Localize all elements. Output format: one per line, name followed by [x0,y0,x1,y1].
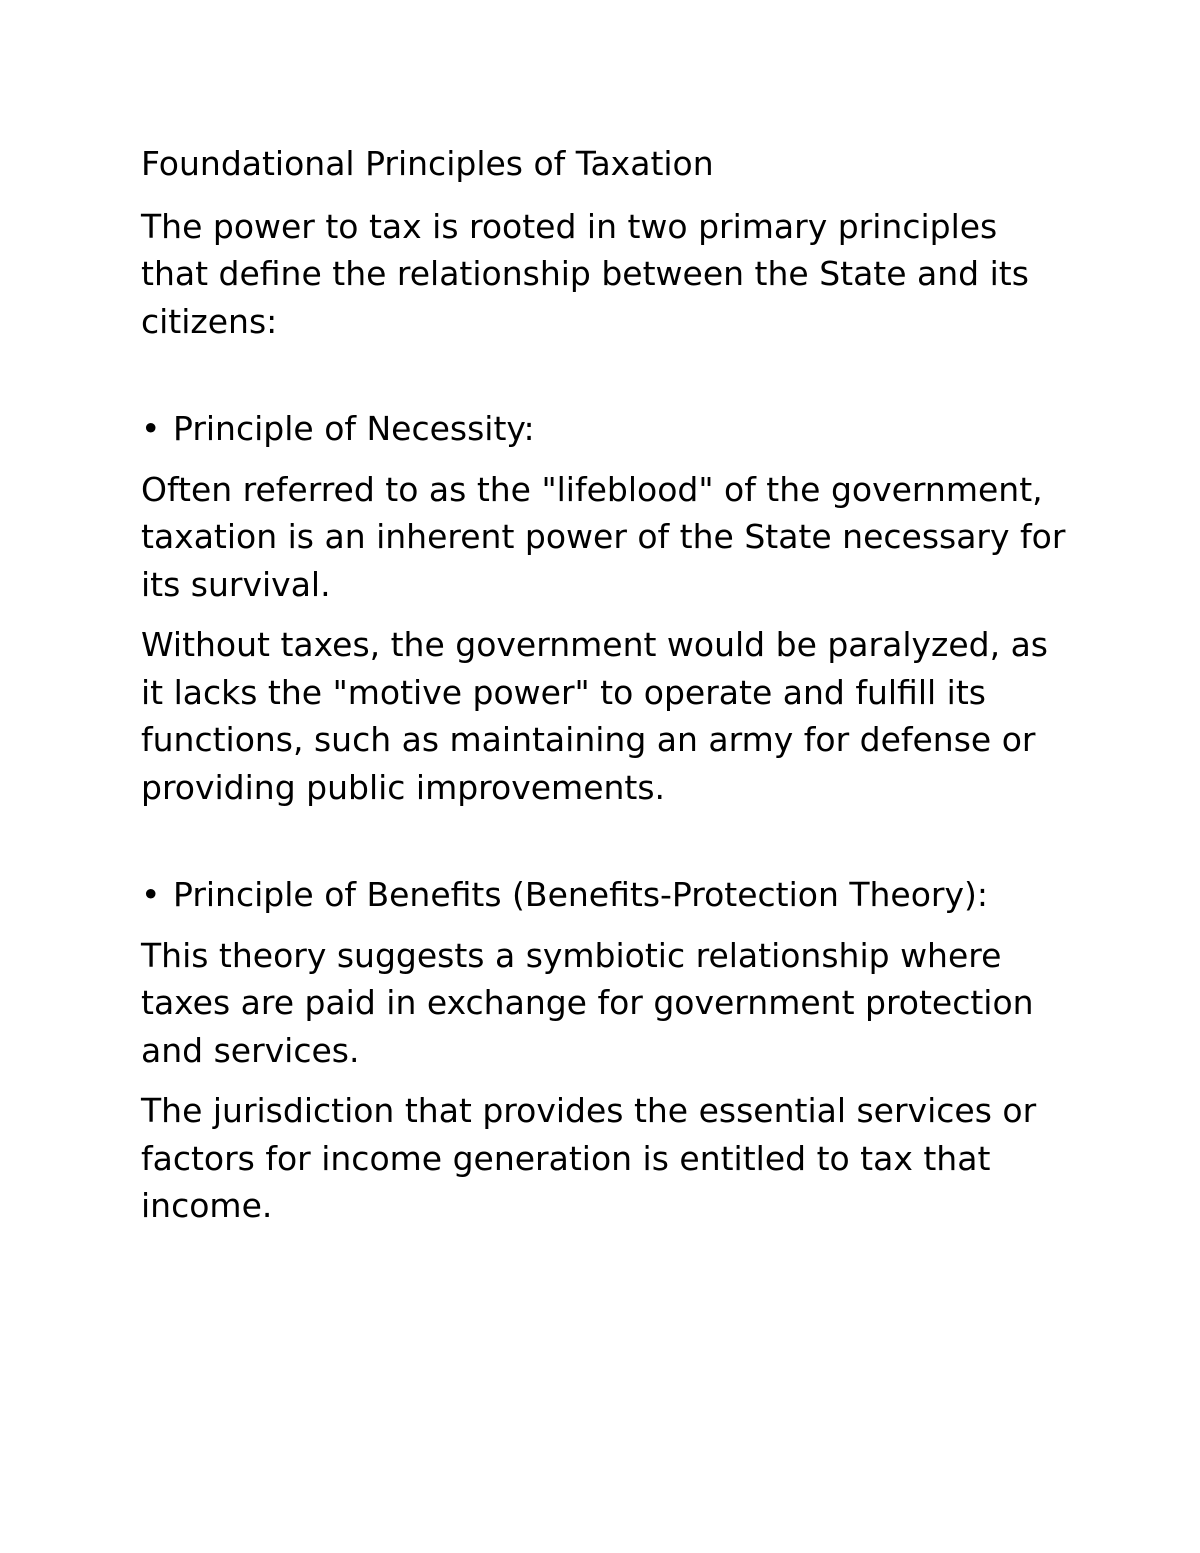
section-heading: Principle of Benefits (Benefits-Protection Theory): [173,875,989,914]
section-necessity [141,405,1071,811]
intro-paragraph: The power to tax is rooted in two primary principles that define the relationship between the State and its citizens: [141,206,1029,341]
document-title: Foundational Principles of Taxation [141,144,714,183]
bullet-icon: • [141,409,161,448]
benefits-paragraph-2: The jurisdiction that provides the essential services or factors for income generation is entitled to tax that income. [141,1091,1037,1225]
section-spacer [141,824,1071,871]
benefits-paragraph-1: This theory suggests a symbiotic relationship where taxes are paid in exchange for government protection and services. [141,935,1034,1070]
necessity-paragraph-2: Without taxes, the government would be paralyzed, as it lacks the "motive power" to operate and fulfill its functions, such as maintaining an army for defense or providing public improvements. [141,625,1048,807]
bullet-heading-necessity [141,405,1071,453]
bullet-heading-benefits [141,871,1071,919]
section-benefits [141,871,1071,1230]
section-spacer [141,358,1071,405]
document-page [141,140,1071,1243]
necessity-paragraph-1: Often referred to as the "lifeblood" of the government, taxation is an inherent power of the State necessary for its survival. [141,469,1066,604]
section-heading: Principle of Necessity: [173,409,535,448]
bullet-icon: • [141,875,161,914]
